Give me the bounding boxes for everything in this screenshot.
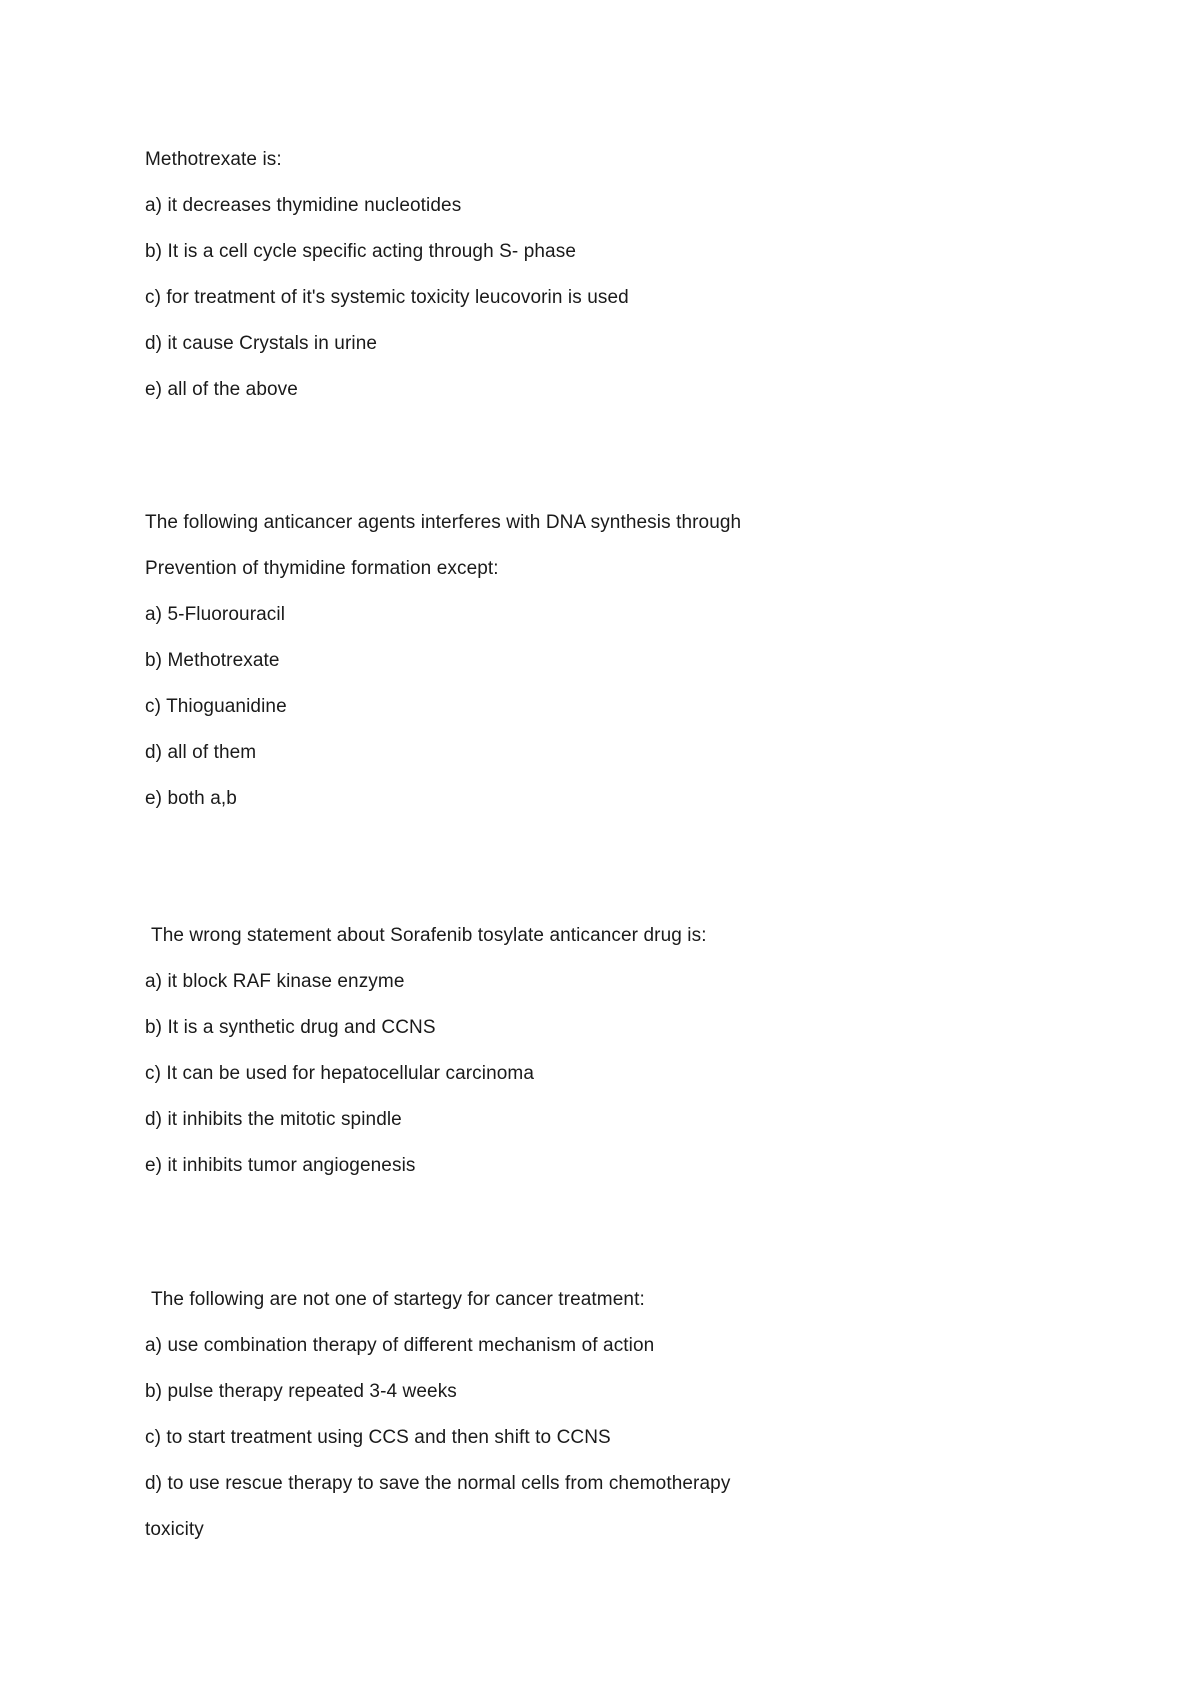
option-e: e) it inhibits tumor angiogenesis (145, 1155, 416, 1176)
option-a: a) 5-Fluorouracil (145, 604, 286, 625)
option-b: b) It is a cell cycle specific acting through S- phase (145, 241, 576, 262)
option-a: a) it decreases thymidine nucleotides (145, 195, 462, 216)
option-d: d) it inhibits the mitotic spindle (145, 1109, 402, 1130)
question-1 (145, 137, 1105, 413)
option-d-continued: toxicity (145, 1519, 204, 1540)
option-b: b) pulse therapy repeated 3-4 weeks (145, 1381, 457, 1402)
option-d: d) it cause Crystals in urine (145, 333, 378, 354)
question-2 (145, 500, 1105, 822)
question-4 (145, 1277, 1105, 1553)
option-e: e) all of the above (145, 379, 298, 400)
option-d: d) to use rescue therapy to save the normal cells from chemotherapy (145, 1473, 731, 1494)
option-d: d) all of them (145, 742, 257, 763)
option-b: b) It is a synthetic drug and CCNS (145, 1017, 436, 1038)
option-e: e) both a,b (145, 788, 237, 809)
question-stem-continued: Prevention of thymidine formation except: (145, 558, 499, 579)
question-3 (145, 913, 1105, 1189)
question-stem: Methotrexate is: (145, 149, 282, 170)
option-c: c) for treatment of it's systemic toxicity leucovorin is used (145, 287, 629, 308)
option-c: c) Thioguanidine (145, 696, 287, 717)
question-stem: The following are not one of startegy for cancer treatment: (151, 1289, 645, 1310)
question-stem: The wrong statement about Sorafenib tosylate anticancer drug is: (151, 925, 707, 946)
option-b: b) Methotrexate (145, 650, 280, 671)
option-a: a) use combination therapy of different mechanism of action (145, 1335, 655, 1356)
option-c: c) to start treatment using CCS and then shift to CCNS (145, 1427, 611, 1448)
option-c: c) It can be used for hepatocellular carcinoma (145, 1063, 535, 1084)
option-a: a) it block RAF kinase enzyme (145, 971, 405, 992)
question-stem: The following anticancer agents interferes with DNA synthesis through (145, 512, 742, 533)
